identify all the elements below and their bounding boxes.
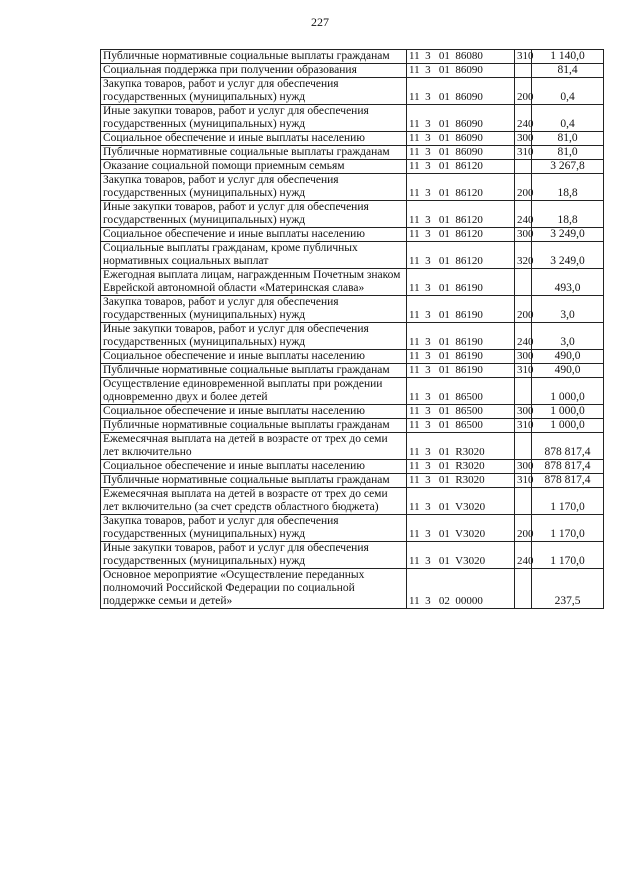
row-code: 11 3 01 R3020 bbox=[407, 433, 515, 460]
row-amount: 1 170,0 bbox=[532, 515, 604, 542]
row-name: Иные закупки товаров, работ и услуг для обеспечения государственных (муниципальных) нужд bbox=[101, 201, 407, 228]
row-amount: 237,5 bbox=[532, 569, 604, 609]
row-amount: 1 170,0 bbox=[532, 488, 604, 515]
table-row bbox=[101, 50, 604, 64]
table-row bbox=[101, 378, 604, 405]
row-name: Закупка товаров, работ и услуг для обеспечения государственных (муниципальных) нужд bbox=[101, 78, 407, 105]
row-name: Социальное обеспечение и иные выплаты населению bbox=[101, 228, 407, 242]
row-code: 11 3 01 R3020 bbox=[407, 460, 515, 474]
row-expense-type: 300 bbox=[515, 460, 532, 474]
row-name: Социальная поддержка при получении образования bbox=[101, 64, 407, 78]
row-name: Иные закупки товаров, работ и услуг для обеспечения государственных (муниципальных) нужд bbox=[101, 105, 407, 132]
row-code: 11 3 01 86500 bbox=[407, 405, 515, 419]
row-amount: 18,8 bbox=[532, 201, 604, 228]
row-code: 11 3 01 86190 bbox=[407, 296, 515, 323]
row-expense-type: 200 bbox=[515, 515, 532, 542]
row-code: 11 3 01 86500 bbox=[407, 419, 515, 433]
row-expense-type: 240 bbox=[515, 542, 532, 569]
table-row bbox=[101, 569, 604, 609]
row-expense-type: 240 bbox=[515, 105, 532, 132]
row-name: Ежемесячная выплата на детей в возрасте от трех до семи лет включительно (за счет средств областного бюджета) bbox=[101, 488, 407, 515]
row-amount: 3,0 bbox=[532, 323, 604, 350]
row-code: 11 3 01 86120 bbox=[407, 174, 515, 201]
row-amount: 3 267,8 bbox=[532, 160, 604, 174]
table-row bbox=[101, 474, 604, 488]
row-expense-type: 200 bbox=[515, 296, 532, 323]
table-row bbox=[101, 488, 604, 515]
row-name: Ежегодная выплата лицам, награжденным Почетным знаком Еврейской автономной области «Материнская слава» bbox=[101, 269, 407, 296]
table-row bbox=[101, 105, 604, 132]
row-expense-type: 310 bbox=[515, 146, 532, 160]
row-amount: 81,0 bbox=[532, 146, 604, 160]
row-code: 11 3 01 86090 bbox=[407, 78, 515, 105]
row-amount: 3 249,0 bbox=[532, 228, 604, 242]
table-row bbox=[101, 323, 604, 350]
row-code: 11 3 01 86190 bbox=[407, 323, 515, 350]
table-row bbox=[101, 269, 604, 296]
table-row bbox=[101, 160, 604, 174]
table-row bbox=[101, 146, 604, 160]
row-expense-type: 320 bbox=[515, 242, 532, 269]
row-name: Ежемесячная выплата на детей в возрасте от трех до семи лет включительно bbox=[101, 433, 407, 460]
row-amount: 3 249,0 bbox=[532, 242, 604, 269]
row-name: Социальное обеспечение и иные выплаты населению bbox=[101, 350, 407, 364]
row-name: Оказание социальной помощи приемным семьям bbox=[101, 160, 407, 174]
row-name: Публичные нормативные социальные выплаты гражданам bbox=[101, 474, 407, 488]
row-expense-type bbox=[515, 64, 532, 78]
row-amount: 1 000,0 bbox=[532, 419, 604, 433]
row-code: 11 3 01 V3020 bbox=[407, 542, 515, 569]
row-code: 11 3 01 86120 bbox=[407, 201, 515, 228]
row-amount: 0,4 bbox=[532, 78, 604, 105]
row-expense-type bbox=[515, 269, 532, 296]
row-code: 11 3 01 86190 bbox=[407, 269, 515, 296]
table-row bbox=[101, 201, 604, 228]
row-code: 11 3 01 86500 bbox=[407, 378, 515, 405]
row-expense-type: 240 bbox=[515, 201, 532, 228]
row-amount: 81,4 bbox=[532, 64, 604, 78]
row-name: Социальное обеспечение и иные выплаты населению bbox=[101, 405, 407, 419]
budget-table bbox=[100, 49, 604, 609]
row-name: Основное мероприятие «Осуществление переданных полномочий Российской Федерации по социальной поддержке семьи и детей» bbox=[101, 569, 407, 609]
table-row bbox=[101, 515, 604, 542]
budget-table-body bbox=[101, 50, 604, 609]
row-code: 11 3 01 R3020 bbox=[407, 474, 515, 488]
row-code: 11 3 01 86120 bbox=[407, 228, 515, 242]
row-expense-type: 310 bbox=[515, 364, 532, 378]
row-name: Социальное обеспечение и иные выплаты населению bbox=[101, 460, 407, 474]
table-row bbox=[101, 228, 604, 242]
row-expense-type bbox=[515, 378, 532, 405]
row-code: 11 3 01 86090 bbox=[407, 105, 515, 132]
row-code: 11 3 01 86080 bbox=[407, 50, 515, 64]
table-row bbox=[101, 405, 604, 419]
row-name: Закупка товаров, работ и услуг для обеспечения государственных (муниципальных) нужд bbox=[101, 174, 407, 201]
row-name: Социальные выплаты гражданам, кроме публичных нормативных социальных выплат bbox=[101, 242, 407, 269]
table-row bbox=[101, 78, 604, 105]
row-code: 11 3 01 V3020 bbox=[407, 488, 515, 515]
row-name: Осуществление единовременной выплаты при рождении одновременно двух и более детей bbox=[101, 378, 407, 405]
table-row bbox=[101, 296, 604, 323]
row-name: Социальное обеспечение и иные выплаты населению bbox=[101, 132, 407, 146]
row-code: 11 3 01 86090 bbox=[407, 146, 515, 160]
row-amount: 81,0 bbox=[532, 132, 604, 146]
row-code: 11 3 01 86190 bbox=[407, 364, 515, 378]
table-row bbox=[101, 174, 604, 201]
row-expense-type: 300 bbox=[515, 228, 532, 242]
row-amount: 1 140,0 bbox=[532, 50, 604, 64]
table-row bbox=[101, 132, 604, 146]
row-name: Иные закупки товаров, работ и услуг для обеспечения государственных (муниципальных) нужд bbox=[101, 542, 407, 569]
row-expense-type bbox=[515, 160, 532, 174]
row-amount: 1 000,0 bbox=[532, 378, 604, 405]
row-name: Закупка товаров, работ и услуг для обеспечения государственных (муниципальных) нужд bbox=[101, 296, 407, 323]
row-expense-type: 200 bbox=[515, 174, 532, 201]
row-amount: 3,0 bbox=[532, 296, 604, 323]
row-expense-type bbox=[515, 433, 532, 460]
row-amount: 490,0 bbox=[532, 364, 604, 378]
row-code: 11 3 02 00000 bbox=[407, 569, 515, 609]
table-row bbox=[101, 364, 604, 378]
row-amount: 1 170,0 bbox=[532, 542, 604, 569]
page-number: 227 bbox=[311, 15, 329, 29]
row-code: 11 3 01 86090 bbox=[407, 132, 515, 146]
row-expense-type: 240 bbox=[515, 323, 532, 350]
row-amount: 493,0 bbox=[532, 269, 604, 296]
table-row bbox=[101, 433, 604, 460]
row-expense-type: 300 bbox=[515, 405, 532, 419]
row-code: 11 3 01 86120 bbox=[407, 242, 515, 269]
row-name: Публичные нормативные социальные выплаты гражданам bbox=[101, 419, 407, 433]
table-row bbox=[101, 460, 604, 474]
row-name: Публичные нормативные социальные выплаты гражданам bbox=[101, 146, 407, 160]
row-amount: 1 000,0 bbox=[532, 405, 604, 419]
row-expense-type bbox=[515, 488, 532, 515]
row-code: 11 3 01 V3020 bbox=[407, 515, 515, 542]
row-amount: 0,4 bbox=[532, 105, 604, 132]
row-expense-type: 300 bbox=[515, 132, 532, 146]
row-amount: 878 817,4 bbox=[532, 433, 604, 460]
row-expense-type bbox=[515, 569, 532, 609]
table-row bbox=[101, 419, 604, 433]
table-row bbox=[101, 242, 604, 269]
row-expense-type: 200 bbox=[515, 78, 532, 105]
row-amount: 18,8 bbox=[532, 174, 604, 201]
row-code: 11 3 01 86190 bbox=[407, 350, 515, 364]
table-row bbox=[101, 64, 604, 78]
row-name: Публичные нормативные социальные выплаты гражданам bbox=[101, 364, 407, 378]
row-amount: 490,0 bbox=[532, 350, 604, 364]
row-expense-type: 310 bbox=[515, 474, 532, 488]
table-row bbox=[101, 350, 604, 364]
row-amount: 878 817,4 bbox=[532, 474, 604, 488]
row-amount: 878 817,4 bbox=[532, 460, 604, 474]
table-row bbox=[101, 542, 604, 569]
row-name: Публичные нормативные социальные выплаты гражданам bbox=[101, 50, 407, 64]
row-name: Закупка товаров, работ и услуг для обеспечения государственных (муниципальных) нужд bbox=[101, 515, 407, 542]
row-expense-type: 310 bbox=[515, 419, 532, 433]
row-expense-type: 310 bbox=[515, 50, 532, 64]
row-code: 11 3 01 86120 bbox=[407, 160, 515, 174]
row-expense-type: 300 bbox=[515, 350, 532, 364]
row-name: Иные закупки товаров, работ и услуг для обеспечения государственных (муниципальных) нужд bbox=[101, 323, 407, 350]
row-code: 11 3 01 86090 bbox=[407, 64, 515, 78]
